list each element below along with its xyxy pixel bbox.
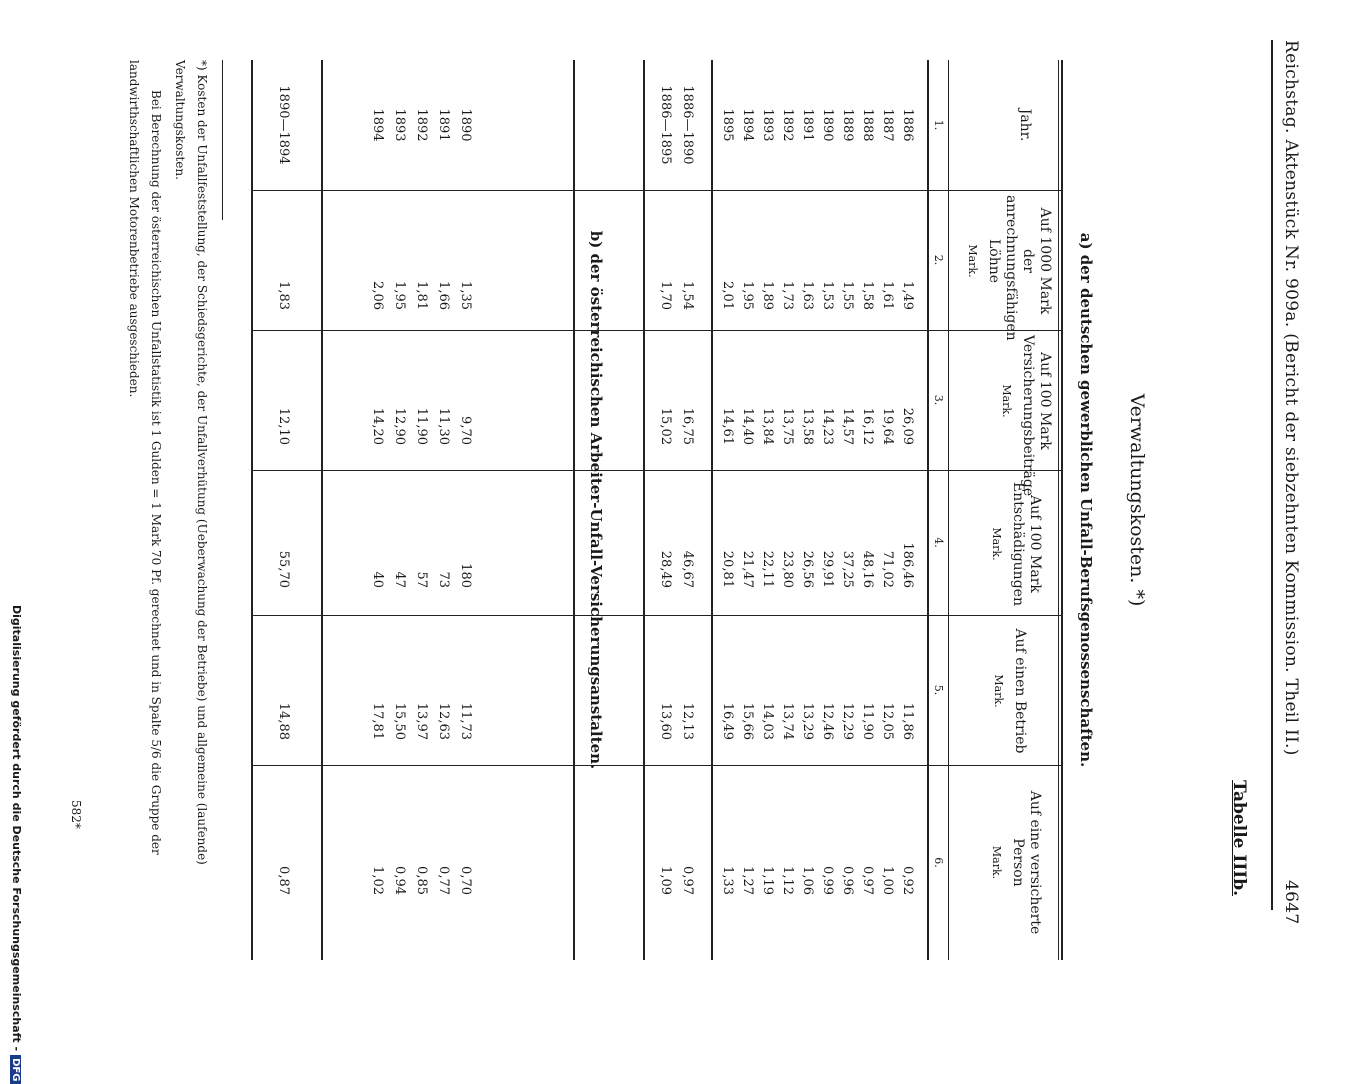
table-b-row-year: 1890 bbox=[458, 108, 473, 142]
table-a-row-col2: 1,63 bbox=[800, 281, 815, 310]
table-b-row-col4: 180 bbox=[458, 563, 473, 588]
header-rule bbox=[1271, 40, 1273, 910]
table-a-row-col6: 0,92 bbox=[900, 866, 915, 895]
table-a-row-col2: 2,01 bbox=[720, 281, 735, 310]
table-b-row-year: 1892 bbox=[414, 108, 429, 142]
table-b-row-col5: 12,63 bbox=[436, 702, 451, 740]
table-a-row-col2: 1,95 bbox=[740, 281, 755, 310]
table-b-row-col2: 1,66 bbox=[436, 281, 451, 310]
col-num-6: 6. bbox=[932, 857, 945, 868]
table-a-row-col2: 1,89 bbox=[760, 281, 775, 310]
table-b-row-col3: 11,90 bbox=[414, 407, 429, 445]
dfg-logo: DFG bbox=[10, 1055, 21, 1084]
table-b-bottom-rule bbox=[251, 60, 253, 960]
table-a-row-col5: 12,29 bbox=[840, 702, 855, 740]
table-b-row-col3: 14,20 bbox=[370, 407, 385, 445]
table-a-total-row-col2: 1,54 bbox=[680, 281, 695, 310]
table-a-row-col5: 13,74 bbox=[780, 702, 795, 740]
col-num-4: 4. bbox=[932, 537, 945, 548]
table-a-row-col4: 186,46 bbox=[900, 542, 915, 588]
table-a-row-col5: 16,49 bbox=[720, 702, 735, 740]
table-b-row-col3: 12,90 bbox=[392, 407, 407, 445]
section-b-heading: b) der österreichischen Arbeiter-Unfall-Versicherungsanstalten. bbox=[587, 230, 605, 770]
table-b-total-row-col4: 55,70 bbox=[276, 550, 291, 588]
table-a-row-col6: 1,27 bbox=[740, 866, 755, 895]
table-a-row-col3: 13,84 bbox=[760, 407, 775, 445]
col-head-entschaedigungen: Auf 100 Mark Entschädigungen Mark. bbox=[990, 482, 1043, 606]
table-a-row-col5: 11,86 bbox=[900, 702, 915, 740]
page-mark: 582* bbox=[69, 800, 83, 829]
table-a-row-col5: 14,03 bbox=[760, 702, 775, 740]
table-a-row-year: 1893 bbox=[760, 108, 775, 142]
table-a-row-col6: 0,99 bbox=[820, 866, 835, 895]
table-b-row-col5: 11,73 bbox=[458, 702, 473, 740]
header-bottom-rule bbox=[927, 60, 929, 960]
table-a-row-col3: 13,75 bbox=[780, 407, 795, 445]
tabelle-label: Tabelle IIIb. bbox=[1229, 780, 1249, 897]
table-a-row-col4: 22,11 bbox=[760, 550, 775, 588]
table-a-row-col4: 71,02 bbox=[880, 550, 895, 588]
table-b-row-col6: 0,94 bbox=[392, 866, 407, 895]
table-a-row-col6: 1,00 bbox=[880, 866, 895, 895]
page-title: Verwaltungskosten. *) bbox=[1126, 393, 1148, 607]
table-b-row-col2: 1,81 bbox=[414, 281, 429, 310]
column-number-rule bbox=[948, 60, 949, 960]
table-a-total-row-year: 1886—1895 bbox=[658, 85, 673, 165]
col-num-2: 2. bbox=[932, 254, 945, 266]
table-b-row-col6: 0,85 bbox=[414, 866, 429, 895]
table-a-row-col2: 1,58 bbox=[860, 281, 875, 310]
table-b-row-col4: 73 bbox=[436, 571, 451, 588]
table-a-total-row-col2: 1,70 bbox=[658, 281, 673, 310]
table-b-row-col2: 2,06 bbox=[370, 281, 385, 310]
table-top-rule-thin bbox=[1058, 60, 1059, 960]
table-a-row-col2: 1,73 bbox=[780, 281, 795, 310]
table-a-row-col5: 12,46 bbox=[820, 702, 835, 740]
table-a-row-col3: 16,12 bbox=[860, 407, 875, 445]
table-a-row-col4: 48,16 bbox=[860, 550, 875, 588]
table-a-row-col3: 14,40 bbox=[740, 407, 755, 445]
table-b-total-row-col3: 12,10 bbox=[276, 407, 291, 445]
col-num-3: 3. bbox=[932, 394, 945, 406]
table-b-row-col3: 11,30 bbox=[436, 407, 451, 445]
col-rule-b3 bbox=[251, 470, 575, 471]
table-b-subtotal-rule bbox=[321, 60, 323, 960]
table-b-row-col6: 1,02 bbox=[370, 866, 385, 895]
table-a-total-row-col6: 1,09 bbox=[658, 866, 673, 895]
table-a-total-row-col4: 28,49 bbox=[658, 550, 673, 588]
table-a-row-year: 1886 bbox=[900, 108, 915, 142]
footnote-rule bbox=[222, 60, 223, 220]
table-b-total-row-year: 1890—1894 bbox=[276, 85, 291, 165]
table-a-subtotal-rule bbox=[711, 60, 713, 960]
table-b-row-col2: 1,95 bbox=[392, 281, 407, 310]
table-a-row-year: 1887 bbox=[880, 108, 895, 142]
table-a-row-col4: 21,47 bbox=[740, 550, 755, 588]
table-a-total-row-col5: 12,13 bbox=[680, 702, 695, 740]
col-head-loehne: Auf 1000 Mark der anrechnungsfähigen Löhne Mark. bbox=[966, 195, 1053, 341]
footnote-1: *) Kosten der Unfallfeststellung, der Schiedsgerichte, der Unfallverhütung (Ueberwachung der Betriebe) und allgemeine (laufende) Verwaltungskosten. bbox=[173, 60, 209, 865]
table-a-row-col4: 23,80 bbox=[780, 550, 795, 588]
table-a-row-col6: 0,97 bbox=[860, 866, 875, 895]
running-header: Reichstag. Aktenstück Nr. 909a. (Bericht der siebzehnten Kommission. Theil II.) bbox=[1281, 40, 1301, 756]
table-a-row-col4: 37,25 bbox=[840, 550, 855, 588]
table-a-row-col3: 19,64 bbox=[880, 407, 895, 445]
col-head-person: Auf eine versicherte Person Mark. bbox=[990, 790, 1043, 935]
table-b-total-row-col2: 1,83 bbox=[276, 281, 291, 310]
table-a-row-year: 1891 bbox=[800, 108, 815, 142]
table-a-row-col2: 1,53 bbox=[820, 281, 835, 310]
col-head-jahr: Jahr. bbox=[1017, 108, 1033, 142]
table-a-row-year: 1892 bbox=[780, 108, 795, 142]
section-a-heading: a) der deutschen gewerblichen Unfall-Berufsgenossenschaften. bbox=[1077, 232, 1095, 768]
table-a-row-col5: 15,66 bbox=[740, 702, 755, 740]
table-b-row-year: 1891 bbox=[436, 108, 451, 142]
table-a-total-row-col5: 13,60 bbox=[658, 702, 673, 740]
table-a-row-year: 1894 bbox=[740, 108, 755, 142]
table-a-total-row-col3: 15,02 bbox=[658, 407, 673, 445]
table-a-row-year: 1889 bbox=[840, 108, 855, 142]
table-a-bottom-rule bbox=[643, 60, 645, 960]
table-a-total-row-year: 1886—1890 bbox=[680, 85, 695, 165]
table-b-row-year: 1893 bbox=[392, 108, 407, 142]
col-head-betrieb: Auf einen Betrieb Mark. bbox=[992, 628, 1028, 754]
table-a-row-col5: 12,05 bbox=[880, 702, 895, 740]
digitization-credit: Digitalisierung gefördert durch die Deutsche Forschungsgemeinschaft -DFG bbox=[10, 605, 23, 1084]
table-a-row-col4: 26,56 bbox=[800, 550, 815, 588]
table-a-row-col3: 14,57 bbox=[840, 407, 855, 445]
table-b-row-col4: 57 bbox=[414, 571, 429, 588]
table-b-row-col5: 13,97 bbox=[414, 702, 429, 740]
table-b-top-rule bbox=[573, 60, 575, 960]
table-a-row-col5: 11,90 bbox=[860, 702, 875, 740]
table-b-row-col6: 0,70 bbox=[458, 866, 473, 895]
footnote-2: Bei Berechnung der österreichischen Unfallstatistik ist 1 Gulden = 1 Mark 70 Pf. gerechnet und in Spalte 5/6 die Gruppe der landwirthschaftlichen Motorenbetriebe ausgeschieden. bbox=[127, 60, 163, 855]
table-a-total-row-col4: 46,67 bbox=[680, 550, 695, 588]
table-a-row-col3: 14,61 bbox=[720, 407, 735, 445]
col-num-1: 1. bbox=[932, 119, 945, 131]
table-b-total-row-col5: 14,88 bbox=[276, 702, 291, 740]
table-a-row-col3: 14,23 bbox=[820, 407, 835, 445]
table-b-row-col3: 9,70 bbox=[458, 416, 473, 445]
table-a-row-col6: 1,33 bbox=[720, 866, 735, 895]
table-a-total-row-col6: 0,97 bbox=[680, 866, 695, 895]
col-head-beitraege: Auf 100 Mark Versicherungsbeiträge Mark. bbox=[1000, 335, 1053, 497]
col-rule-b2 bbox=[251, 330, 575, 331]
page-number: 4647 bbox=[1281, 880, 1301, 925]
table-a-row-year: 1895 bbox=[720, 108, 735, 142]
table-a-row-year: 1890 bbox=[820, 108, 835, 142]
table-b-row-col6: 0,77 bbox=[436, 866, 451, 895]
table-a-row-col2: 1,61 bbox=[880, 281, 895, 310]
table-a-row-col6: 0,96 bbox=[840, 866, 855, 895]
table-a-row-col3: 13,58 bbox=[800, 407, 815, 445]
col-rule-b4 bbox=[251, 615, 575, 616]
col-rule-b1 bbox=[251, 190, 575, 191]
table-b-row-col5: 15,50 bbox=[392, 702, 407, 740]
table-b-row-year: 1894 bbox=[370, 108, 385, 142]
table-a-row-year: 1888 bbox=[860, 108, 875, 142]
table-b-row-col5: 17,81 bbox=[370, 702, 385, 740]
table-b-row-col4: 47 bbox=[392, 571, 407, 588]
table-a-row-col4: 20,81 bbox=[720, 550, 735, 588]
col-num-5: 5. bbox=[932, 684, 945, 696]
table-b-row-col4: 40 bbox=[370, 571, 385, 588]
table-b-total-row-col6: 0,87 bbox=[276, 866, 291, 895]
table-a-row-col3: 26,09 bbox=[900, 407, 915, 445]
table-top-rule bbox=[1061, 60, 1063, 960]
table-a-row-col4: 29,91 bbox=[820, 550, 835, 588]
table-a-row-col5: 13,29 bbox=[800, 702, 815, 740]
table-a-row-col6: 1,19 bbox=[760, 866, 775, 895]
table-a-row-col6: 1,12 bbox=[780, 866, 795, 895]
table-a-row-col2: 1,55 bbox=[840, 281, 855, 310]
table-a-row-col6: 1,06 bbox=[800, 866, 815, 895]
table-b-row-col2: 1,35 bbox=[458, 281, 473, 310]
col-rule-b5 bbox=[251, 765, 575, 766]
table-a-row-col2: 1,49 bbox=[900, 281, 915, 310]
table-a-total-row-col3: 16,75 bbox=[680, 407, 695, 445]
